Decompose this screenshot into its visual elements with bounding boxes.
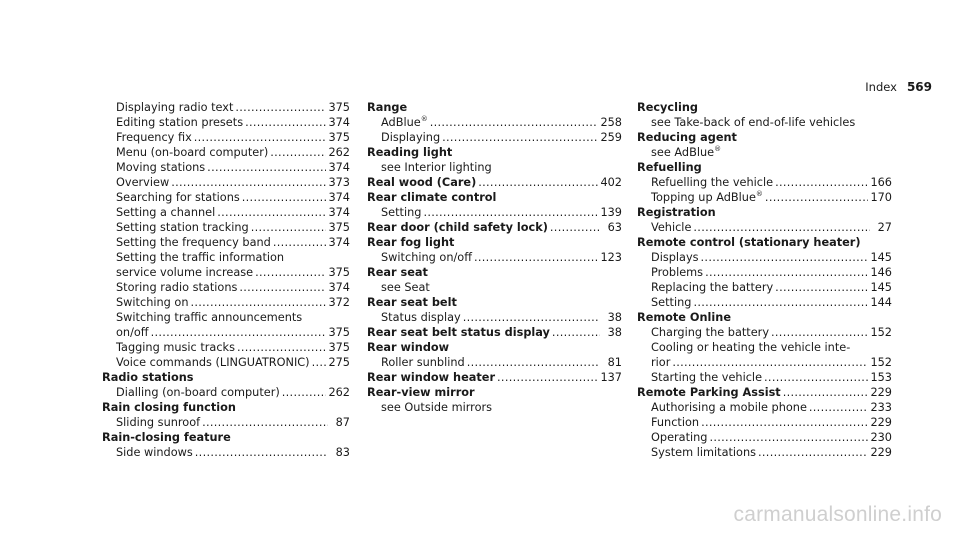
index-entry xyxy=(102,415,350,430)
entry-term: Recycling xyxy=(637,101,698,114)
entry-term: Setting station tracking xyxy=(116,221,249,234)
entry-term: Problems xyxy=(651,266,704,279)
entry-term: Dialling (on-board computer) xyxy=(116,386,280,399)
index-entry xyxy=(637,220,892,235)
page-ref: 152 xyxy=(870,326,892,339)
registered-mark: ® xyxy=(714,145,722,154)
index-entry xyxy=(102,130,350,145)
entry-term: Cooling or heating the vehicle inte- xyxy=(651,341,851,354)
page-ref: 27 xyxy=(877,221,892,234)
index-entry xyxy=(637,280,892,295)
page-ref: 63 xyxy=(607,221,622,234)
entry-term: Replacing the battery xyxy=(651,281,774,294)
index-entry xyxy=(102,250,350,265)
entry-term: on/off xyxy=(116,326,149,339)
page-ref: 146 xyxy=(870,266,892,279)
leader-dots xyxy=(151,325,327,340)
index-entry xyxy=(102,340,350,355)
page-ref: 372 xyxy=(328,296,350,309)
entry-term: Sliding sunroof xyxy=(116,416,201,429)
index-heading xyxy=(367,385,622,400)
leader-dots xyxy=(171,175,326,190)
leader-dots xyxy=(701,415,868,430)
leader-dots xyxy=(463,310,600,325)
index-entry xyxy=(637,355,892,370)
entry-term: Setting xyxy=(381,206,422,219)
index-entry xyxy=(637,415,892,430)
page-ref: 375 xyxy=(328,221,350,234)
entry-term: Reducing agent xyxy=(637,131,737,144)
entry-term: see Seat xyxy=(381,281,430,294)
page-ref: 145 xyxy=(870,281,892,294)
entry-term: Reading light xyxy=(367,146,453,159)
index-heading xyxy=(637,205,892,220)
leader-dots xyxy=(251,220,327,235)
leader-dots xyxy=(764,370,868,385)
index-entry xyxy=(102,310,350,325)
leader-dots xyxy=(693,295,868,310)
page-ref: 229 xyxy=(870,446,892,459)
entry-term: Displaying xyxy=(381,131,441,144)
leader-dots xyxy=(312,355,327,370)
page-ref: 275 xyxy=(328,356,350,369)
page-ref: 375 xyxy=(328,131,350,144)
entry-term: Tagging music tracks xyxy=(116,341,235,354)
page-ref: 152 xyxy=(870,356,892,369)
index-entry xyxy=(637,115,892,130)
page-ref: 375 xyxy=(328,341,350,354)
leader-dots xyxy=(474,250,598,265)
index-entry xyxy=(102,145,350,160)
leader-dots xyxy=(693,220,870,235)
index-entry xyxy=(637,175,892,190)
leader-dots xyxy=(467,355,600,370)
index-entry xyxy=(367,280,622,295)
index-entry xyxy=(637,445,892,460)
entry-term: AdBlue® xyxy=(381,115,428,129)
index-entry xyxy=(367,160,622,175)
leader-dots xyxy=(552,325,600,340)
entry-term: Rear seat xyxy=(367,266,428,279)
page-ref: 262 xyxy=(328,146,350,159)
entry-term: Charging the battery xyxy=(651,326,770,339)
index-heading xyxy=(367,175,622,190)
index-entry xyxy=(102,385,350,400)
page-ref: 139 xyxy=(600,206,622,219)
entry-term: Rear seat belt status display xyxy=(367,326,550,339)
entry-term: see Outside mirrors xyxy=(381,401,493,414)
index-entry xyxy=(637,250,892,265)
page-ref: 375 xyxy=(328,266,350,279)
entry-term: Rear window xyxy=(367,341,450,354)
entry-term: Storing radio stations xyxy=(116,281,238,294)
index-entry xyxy=(637,190,892,205)
leader-dots xyxy=(497,370,598,385)
entry-term: service volume increase xyxy=(116,266,254,279)
entry-term: Vehicle xyxy=(651,221,692,234)
index-entry xyxy=(367,115,622,130)
entry-term: Switching on xyxy=(116,296,189,309)
index-entry xyxy=(102,205,350,220)
index-heading xyxy=(367,220,622,235)
leader-dots xyxy=(809,400,869,415)
index-heading xyxy=(637,385,892,400)
page-ref: 87 xyxy=(335,416,350,429)
index-entry xyxy=(637,340,892,355)
leader-dots xyxy=(194,130,327,145)
index-heading xyxy=(637,130,892,145)
index-entry xyxy=(637,295,892,310)
index-entry xyxy=(102,160,350,175)
leader-dots xyxy=(202,415,328,430)
leader-dots xyxy=(775,280,868,295)
leader-dots xyxy=(765,190,869,205)
entry-term: Remote control (stationary heater) xyxy=(637,236,861,249)
page-ref: 230 xyxy=(870,431,892,444)
entry-term: Registration xyxy=(637,206,716,219)
entry-term: Frequency fix xyxy=(116,131,192,144)
entry-term: Refuelling xyxy=(637,161,702,174)
page-ref: 258 xyxy=(600,116,622,129)
index-entry xyxy=(102,355,350,370)
index-heading xyxy=(367,370,622,385)
index-entry xyxy=(102,175,350,190)
page-ref: 375 xyxy=(328,326,350,339)
entry-term: Setting the traffic information xyxy=(116,251,285,264)
leader-dots xyxy=(270,145,326,160)
index-entry xyxy=(367,400,622,415)
index-entry xyxy=(367,310,622,325)
entry-term: Real wood (Care) xyxy=(367,176,477,189)
leader-dots xyxy=(237,340,326,355)
leader-dots xyxy=(245,115,326,130)
leader-dots xyxy=(550,220,600,235)
page-ref: 81 xyxy=(607,356,622,369)
entry-term: Displaying radio text xyxy=(116,101,234,114)
index-heading xyxy=(102,370,350,385)
entry-term: rior xyxy=(651,356,671,369)
leader-dots xyxy=(190,295,326,310)
entry-term: Topping up AdBlue® xyxy=(651,190,763,204)
leader-dots xyxy=(758,445,868,460)
leader-dots xyxy=(672,355,868,370)
entry-term: Displays xyxy=(651,251,699,264)
entry-term: Rear seat belt xyxy=(367,296,457,309)
entry-term: see Interior lighting xyxy=(381,161,492,174)
leader-dots xyxy=(478,175,598,190)
leader-dots xyxy=(709,430,868,445)
index-entry xyxy=(367,250,622,265)
index-heading xyxy=(102,400,350,415)
leader-dots xyxy=(255,265,326,280)
index-column-1 xyxy=(102,100,350,460)
entry-term: Moving stations xyxy=(116,161,206,174)
leader-dots xyxy=(235,100,326,115)
index-heading xyxy=(367,235,622,250)
index-heading xyxy=(102,430,350,445)
page-ref: 262 xyxy=(328,386,350,399)
entry-term: Overview xyxy=(116,176,170,189)
leader-dots xyxy=(282,385,327,400)
index-entry xyxy=(102,445,350,460)
entry-term: System limitations xyxy=(651,446,757,459)
index-heading xyxy=(637,235,892,250)
entry-term: Menu (on-board computer) xyxy=(116,146,269,159)
index-entry xyxy=(102,100,350,115)
page-ref: 374 xyxy=(328,116,350,129)
watermark: carmanualsonline.info xyxy=(733,503,942,526)
leader-dots xyxy=(239,280,326,295)
leader-dots xyxy=(217,205,326,220)
entry-term: Roller sunblind xyxy=(381,356,465,369)
page-ref: 374 xyxy=(328,161,350,174)
index-column-2 xyxy=(367,100,622,415)
index-entry xyxy=(637,370,892,385)
leader-dots xyxy=(442,130,598,145)
page-ref: 373 xyxy=(328,176,350,189)
page-number: 569 xyxy=(906,80,932,94)
index-heading xyxy=(367,340,622,355)
entry-term: Rain closing function xyxy=(102,401,236,414)
entry-term: Searching for stations xyxy=(116,191,240,204)
index-entry xyxy=(102,280,350,295)
page-ref: 374 xyxy=(328,236,350,249)
entry-term: Rear fog light xyxy=(367,236,455,249)
leader-dots xyxy=(273,235,327,250)
entry-term: Rear door (child safety lock) xyxy=(367,221,548,234)
index-heading xyxy=(637,100,892,115)
entry-term: Remote Online xyxy=(637,311,731,324)
entry-term: Side windows xyxy=(116,446,193,459)
leader-dots xyxy=(783,385,869,400)
entry-term: Remote Parking Assist xyxy=(637,386,781,399)
page-ref: 83 xyxy=(335,446,350,459)
page-ref: 166 xyxy=(870,176,892,189)
index-heading xyxy=(637,310,892,325)
entry-term: Radio stations xyxy=(102,371,194,384)
index-entry xyxy=(102,235,350,250)
entry-term: Setting a channel xyxy=(116,206,216,219)
entry-term: Switching on/off xyxy=(381,251,472,264)
leader-dots xyxy=(423,205,598,220)
leader-dots xyxy=(771,325,868,340)
registered-mark: ® xyxy=(420,115,428,124)
page-ref: 374 xyxy=(328,206,350,219)
page-ref: 402 xyxy=(600,176,622,189)
index-heading xyxy=(367,190,622,205)
index-entry xyxy=(637,265,892,280)
entry-term: Starting the vehicle xyxy=(651,371,763,384)
index-entry xyxy=(637,325,892,340)
page-ref: 170 xyxy=(870,191,892,204)
index-entry xyxy=(367,355,622,370)
entry-term: Switching traffic announcements xyxy=(116,311,303,324)
index-entry xyxy=(102,115,350,130)
header-title: Index xyxy=(865,80,897,94)
entry-term: Rear window heater xyxy=(367,371,496,384)
page-ref: 153 xyxy=(870,371,892,384)
index-entry xyxy=(637,400,892,415)
page-ref: 123 xyxy=(600,251,622,264)
index-entry xyxy=(367,205,622,220)
page-ref: 38 xyxy=(607,311,622,324)
entry-term: Range xyxy=(367,101,408,114)
entry-term: see Take-back of end-of-life vehicles xyxy=(651,116,856,129)
entry-term: Setting the frequency band xyxy=(116,236,271,249)
index-heading xyxy=(367,265,622,280)
page-header xyxy=(865,80,932,94)
index-entry xyxy=(637,430,892,445)
index-entry xyxy=(102,325,350,340)
page-ref: 229 xyxy=(870,416,892,429)
page-ref: 145 xyxy=(870,251,892,264)
leader-dots xyxy=(242,190,327,205)
entry-term: Authorising a mobile phone xyxy=(651,401,807,414)
index-entry xyxy=(637,145,892,160)
entry-term: Setting xyxy=(651,296,692,309)
page-ref: 38 xyxy=(607,326,622,339)
page-ref: 229 xyxy=(870,386,892,399)
index-heading xyxy=(637,160,892,175)
page-ref: 374 xyxy=(328,281,350,294)
page-ref: 137 xyxy=(600,371,622,384)
page-ref: 144 xyxy=(870,296,892,309)
index-heading xyxy=(367,295,622,310)
leader-dots xyxy=(705,265,868,280)
entry-term: Rear climate control xyxy=(367,191,497,204)
entry-term: Rain-closing feature xyxy=(102,431,231,444)
index-heading xyxy=(367,145,622,160)
index-heading xyxy=(367,325,622,340)
entry-term: Operating xyxy=(651,431,708,444)
page-ref: 374 xyxy=(328,191,350,204)
index-entry xyxy=(102,220,350,235)
index-entry xyxy=(102,190,350,205)
index-heading xyxy=(367,100,622,115)
index-entry xyxy=(102,265,350,280)
leader-dots xyxy=(430,115,599,130)
leader-dots xyxy=(207,160,326,175)
index-entry xyxy=(367,130,622,145)
entry-term: Voice commands (LINGUATRONIC) xyxy=(116,356,310,369)
leader-dots xyxy=(775,175,868,190)
entry-term: Rear-view mirror xyxy=(367,386,475,399)
entry-term: Status display xyxy=(381,311,461,324)
page-ref: 259 xyxy=(600,131,622,144)
leader-dots xyxy=(195,445,328,460)
entry-term: Function xyxy=(651,416,700,429)
page-ref: 375 xyxy=(328,101,350,114)
entry-term: Refuelling the vehicle xyxy=(651,176,774,189)
registered-mark: ® xyxy=(755,190,763,199)
page-ref: 233 xyxy=(870,401,892,414)
entry-term: Editing station presets xyxy=(116,116,244,129)
index-column-3 xyxy=(637,100,892,460)
entry-term: see AdBlue® xyxy=(651,145,722,159)
leader-dots xyxy=(701,250,869,265)
index-entry xyxy=(102,295,350,310)
